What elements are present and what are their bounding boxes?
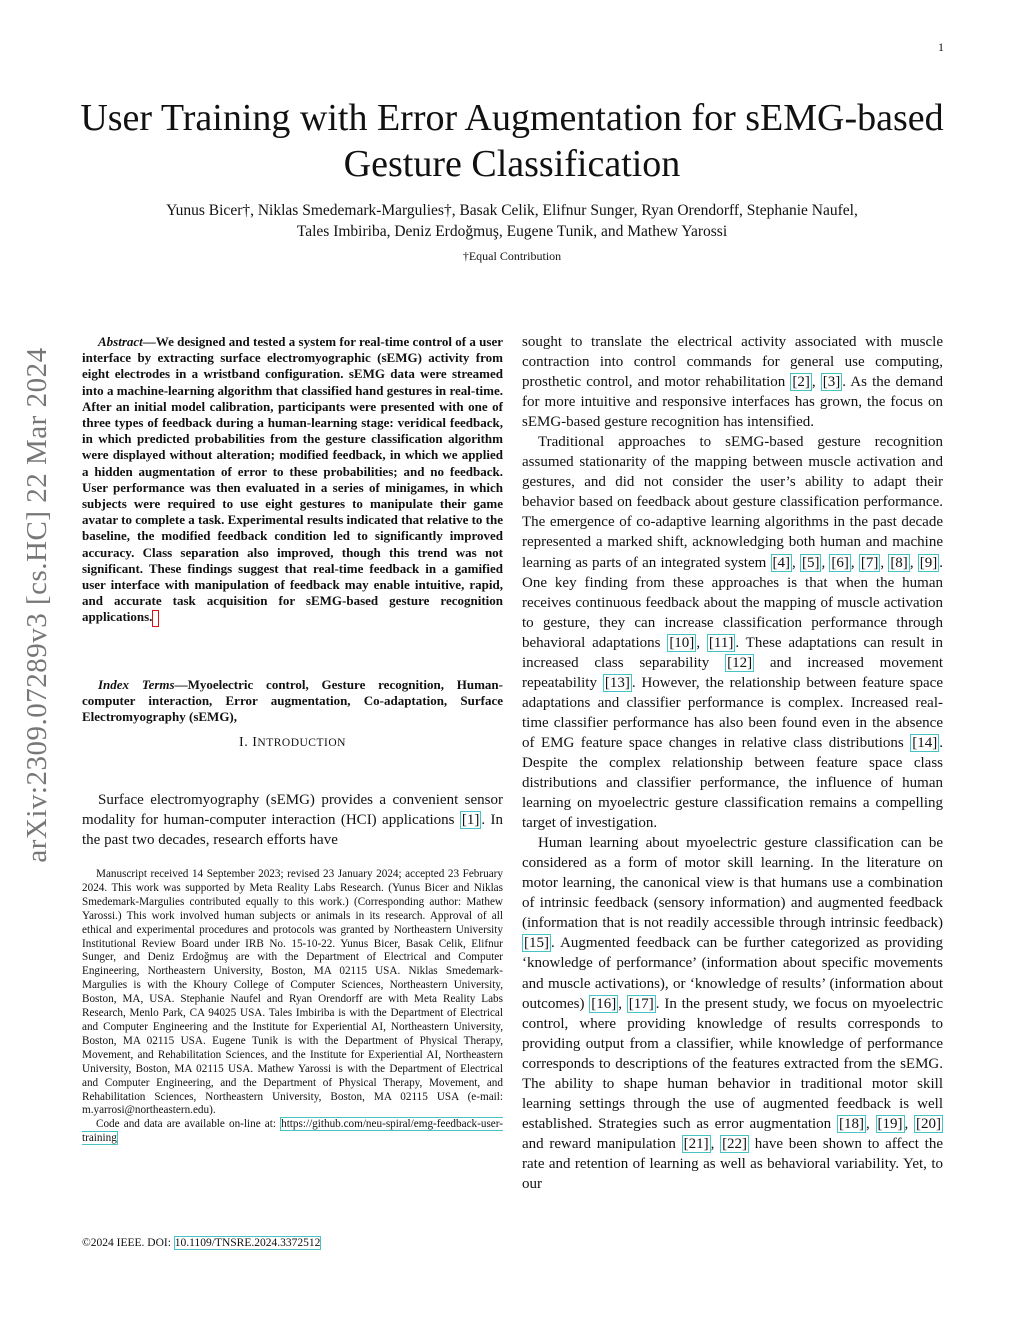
abstract <box>82 334 503 627</box>
equal-contribution-note: †Equal Contribution <box>462 249 562 263</box>
abstract-text: —We designed and tested a system for real-time control of a user interface by extracting surface electromyographic (sEMG) activity from eight electrodes in a wristband configuration. sEMG data were streamed into a machine-learning algorithm that classified hand gestures in real-time. After an initial model calibration, participants were presented with one of three types of feedback during a human-learning stage: veridical feedback, in which predicted probabilities from the gesture classification algorithm were displayed without alteration; modified feedback, in which we applied a hidden augmentation of error to these probabilities; and no feedback. User performance was then evaluated in a series of minigames, in which subjects were required to use eight gestures to manipulate their game avatar to complete a task. Experimental results indicated that relative to the baseline, the modified feedback condition led to significantly improved accuracy. Class separation also improved, though this trend was not significant. These findings suggest that real-time feedback in a gamified user interface with manipulation of feedback may enable intuitive, rapid, and accurate task acquisition for sEMG-based gesture recognition applications. <box>82 334 503 625</box>
cursor-marker-icon <box>152 610 159 627</box>
citation-link[interactable]: [2] <box>792 374 810 391</box>
page-number: 1 <box>938 40 944 54</box>
citation-link[interactable]: [5] <box>801 554 820 571</box>
citation-link[interactable]: [20] <box>916 1115 942 1132</box>
citation-link[interactable]: [17] <box>628 995 654 1012</box>
citation-link[interactable]: [14] <box>912 734 938 751</box>
citation-link[interactable]: [12] <box>727 654 753 671</box>
citation-link[interactable]: [18] <box>838 1115 864 1132</box>
citation-link[interactable]: [7] <box>860 554 879 571</box>
citation-link[interactable]: [13] <box>604 674 630 691</box>
footnote <box>82 868 503 1146</box>
authors-line-2: Tales Imbiriba, Deniz Erdoğmuş, Eugene Tunik, and Mathew Yarossi <box>296 223 728 240</box>
citation-link[interactable]: [19] <box>877 1115 903 1132</box>
citation-link[interactable]: [15] <box>524 935 549 952</box>
citation-link[interactable]: [9] <box>919 554 938 571</box>
citation-link[interactable]: [3] <box>822 374 841 391</box>
doi-link[interactable]: 10.1109/TNSRE.2024.3372512 <box>174 1237 321 1249</box>
footnote-manuscript: Manuscript received 14 September 2023; revised 23 January 2024; accepted 23 February 2024. This work was supported by Meta Reality Labs Research. (Yunus Bicer and Niklas Smedemark-Margulies contributed equally to this work.) (Corresponding author: Mathew Yarossi.) This work involved human subjects or animals in its research. Approval of all ethical and experimental procedures and protocols was granted by Northeastern University Institutional Review Board under IRB No. 15-10-22. Yunus Bicer, Basak Celik, Elifnur Sunger, and Deniz Erdoğmuş are with the Department of Electrical and Computer Engineering, Northeastern University, Boston, MA 02115 USA. Niklas Smedemark-Margulies is with the Khoury College of Computer Sciences, Northeastern University, Boston, MA, USA. Stephanie Naufel and Ryan Orendorff are with Meta Reality Labs Research, Menlo Park, CA 94025 USA. Tales Imbiriba is with the Department of Electrical and Computer Engineering and the Institute for Experiential AI, Northeastern University, Boston, MA 02115 USA. Eugene Tunik is with the Department of Physical Therapy, Movement, and Rehabilitation Sciences, and the Institute for Experiential AI, Northeastern University, Boston, MA 02115 USA. Mathew Yarossi is with the Department of Electrical and Computer Engineering, and the Department of Physical Therapy, Movement, and Rehabilitation Sciences, Northeastern University, Boston, MA 02115 USA (e-mail: m.yarrosi@northeastern.edu). <box>82 868 503 1117</box>
arxiv-side-banner: arXiv:2309.07289v3 [cs.HC] 22 Mar 2024 <box>21 347 53 863</box>
section-heading-introduction: I. INTRODUCTION <box>239 735 346 750</box>
citation-link[interactable]: [16] <box>591 995 617 1012</box>
code-repository-link[interactable]: https://github.com/neu-spiral/emg-feedback-user-training <box>82 1118 503 1145</box>
citation-link[interactable]: [21] <box>683 1135 709 1152</box>
citation-link[interactable]: [1] <box>461 812 480 829</box>
copyright-line: ©2024 IEEE. DOI: 10.1109/TNSRE.2024.3372512 <box>82 1237 321 1249</box>
paragraph-human-learning: Human learning about myoelectric gesture classification can be considered as a form of motor skill learning. In the literature on motor learning, the canonical view is that humans use a combination of intrinsic feedback (sensory information) and augmented feedback (information that is not readily accessible through intrinsic feedback) [15] . Augmented feedback can be further categorized as providing ‘knowledge of performance’ (information about specific movements and muscle activations), or ‘knowledge of results’ (information about outcomes) [16] , [17] . In the present study, we focus on myoelectric control, where providing knowledge of results corresponds to providing output from a classifier, while knowledge of performance corresponds to descriptions of the features extracted from the sEMG. The ability to shape human behavior in traditional motor skill learning settings through the use of augmented feedback is well established. Strategies such as error augmentation [18] , [19] , [20] and reward manipulation [21] , [22] have been shown to affect the rate and retention of learning as well as behavioral variability. Yet, to our <box>522 835 944 1192</box>
citation-link[interactable]: [22] <box>722 1135 748 1152</box>
paragraph-traditional-approaches: Traditional approaches to sEMG-based gesture recognition assumed stationarity of the mapping between muscle activation and gestures, and did not consider the user’s ability to adapt their behavior based on feedback about gesture classification performance. The emergence of co-adaptive learning algorithms in the past decade represented a marked shift, acknowledging both human and machine learning as parts of an integrated system [4] , [5] , [6] , [7] , [8] , [9] . One key finding from these approaches is that when the human receives continuous feedback about the mapping of muscle activation to gesture, they can increase classification performance through behavioral adaptations [10] , [11] . These adaptations can result in increased class separability [12] and increased movement repeatability [13] . However, the relationship between feature space adaptations and classifier performance is complex. Increased real-time classifier performance has also been found even in the absence of EMG feature space changes in relative class distributions [14] . Despite the complex relationship between feature space class distributions and classifier performance, the influence of human learning on myoelectric gesture classification remains a compelling target of investigation. <box>522 434 944 832</box>
right-column <box>522 332 943 1194</box>
citation-link[interactable]: [6] <box>831 554 849 571</box>
intro-paragraph-continued: sought to translate the electrical activity associated with muscle contraction into control commands for general use computing, prosthetic control, and motor rehabilitation [2] , [3] . As the demand for more intuitive and responsive interfaces has grown, the focus on sEMG-based gesture recognition has intensified. <box>522 334 943 431</box>
citation-link[interactable]: [11] <box>708 634 734 651</box>
citation-link[interactable]: [10] <box>669 634 695 651</box>
index-terms-label: Index Terms <box>98 677 175 692</box>
abstract-label: Abstract <box>98 334 143 349</box>
index-terms-text: —Myoelectric control, Gesture recognition, Human-computer interaction, Error augmentation, Co-adaptation, Surface Electromyography (sEMG), <box>82 677 503 725</box>
authors-line-1: Yunus Bicer†, Niklas Smedemark-Margulies†, Basak Celik, Elifnur Sunger, Ryan Orendorff, Stephanie Naufel, <box>166 202 858 219</box>
intro-paragraph: Surface electromyography (sEMG) provides a convenient sensor modality for human-computer interaction (HCI) applications [1] . In the past two decades, research efforts have <box>82 792 503 849</box>
footnote-code: Code and data are available on-line at: https://github.com/neu-spiral/emg-feedback-user-training <box>82 1118 503 1145</box>
author-list <box>80 200 944 242</box>
index-terms <box>82 677 503 726</box>
paper-title: User Training with Error Augmentation for sEMG-based Gesture Classification <box>80 97 944 185</box>
citation-link[interactable]: [4] <box>772 554 790 571</box>
citation-link[interactable]: [8] <box>890 554 908 571</box>
